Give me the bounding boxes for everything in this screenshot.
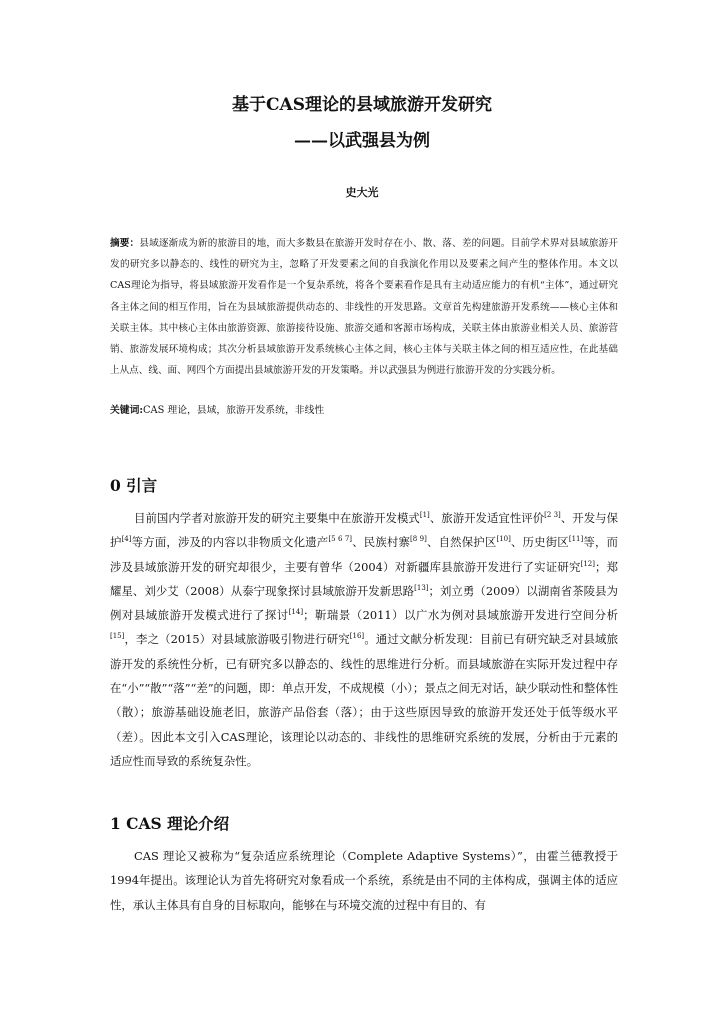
- intro-text: ，李之（2015）对县域旅游吸引物进行研究: [124, 632, 350, 647]
- intro-text: ；郑耀星、刘少艾（2008）从泰宁现象探讨县域旅游开发新思路: [110, 559, 618, 598]
- section-heading-cas: 1 CAS 理论介绍: [110, 814, 230, 833]
- citation-ref: [14]: [288, 608, 304, 617]
- citation-ref: [16]: [349, 632, 365, 641]
- intro-text: 、自然保护区: [426, 535, 497, 550]
- citation-ref: [10]: [496, 535, 511, 544]
- keywords-text: CAS 理论，县域，旅游开发系统，非线性: [143, 405, 325, 416]
- cas-paragraph: [110, 844, 618, 917]
- cas-text: CAS 理论又被称为“复杂适应系统理论（Complete Adaptive Systems）”，由霍兰德教授于1994年提出。该理论认为首先将研究对象看成一个系统，系统是由不同的主体构成，强调主体的适应性，承认主体具有自身的目标取向，能够在与环境交流的过程中有目的、有: [110, 849, 618, 912]
- citation-ref: [2 3]: [544, 511, 561, 519]
- paper-subtitle: ——以武强县为例: [294, 131, 430, 151]
- intro-text: 、民族村寨: [352, 535, 411, 550]
- intro-text: 、旅游开发适宜性评价: [429, 511, 545, 525]
- intro-text: 、开发与保护: [110, 511, 618, 550]
- abstract-label: 摘要：: [110, 238, 140, 249]
- introduction-paragraph: [110, 506, 618, 773]
- citation-ref: [5 6 7]: [328, 535, 353, 544]
- citation-ref: [15]: [110, 632, 125, 641]
- paper-title: 基于CAS理论的县域旅游开发研究: [232, 95, 492, 115]
- citation-ref: [4]: [121, 535, 132, 544]
- keywords-block: [110, 402, 618, 416]
- citation-ref: [8 9]: [410, 535, 427, 544]
- author-name: 史大光: [345, 186, 379, 199]
- intro-text: ；刘立勇（2009）以湖南省茶陵县为例对县域旅游开发模式进行了探讨: [110, 583, 618, 623]
- intro-text: 等，而涉及县域旅游开发的研究却很少，主要有曾华（2004）对新疆库县旅游开发进行了实证研究: [110, 535, 618, 574]
- section-heading-introduction: 0 引言: [110, 476, 158, 495]
- intro-text: 、历史街区: [510, 535, 569, 550]
- citation-ref: [13]: [414, 583, 429, 592]
- abstract-block: [110, 233, 618, 381]
- intro-text: 等方面，涉及的内容以非物质文化遗产: [131, 535, 329, 550]
- keywords-label: 关键词:: [110, 405, 144, 416]
- abstract-text: 县域逐渐成为新的旅游目的地，而大多数县在旅游开发时存在小、散、落、差的问题。目前学术界对县域旅游开发的研究多以静态的、线性的研究为主，忽略了开发要素之间的自我演化作用以及要素之间产生的整体作用。本文以CAS理论为指导，将县域旅游开发看作是一个复杂系统，将各个要素看作是具有主动适应能力的有机“主体”，通过研究各主体之间的相互作用，旨在为县域旅游提供动态的、非线性的开发思路。文章首先构建旅游开发系统——核心主体和关联主体。其中核心主体由旅游资源、旅游接待设施、旅游交通和客源市场构成，关联主体由旅游业相关人员、旅游营销、旅游发展环境构成；其次分析县域旅游开发系统核心主体之间，核心主体与关联主体之间的相互适应性，在此基础上从点、线、面、网四个方面提出县域旅游开发的开发策略。并以武强县为例进行旅游开发的分实践分析。: [110, 238, 619, 377]
- citation-ref: [1]: [419, 511, 430, 519]
- intro-text: 目前国内学者对旅游开发的研究主要集中在旅游开发模式: [134, 511, 420, 525]
- citation-ref: [11]: [568, 535, 584, 544]
- intro-text: ；靳瑞景（2011）以广水为例对县域旅游开发进行空间分析: [303, 608, 618, 623]
- intro-text: 。通过文献分析发现：目前已有研究缺乏对县域旅游开发的系统性分析，已有研究多以静态的、线性的思维进行分析。而县域旅游在实际开发过程中存在“小”“散”“落”“差”的问题，即：单点开发，不成规模（小）；景点之间无对话，缺少联动性和整体性（散）；旅游基础设施老旧，旅游产品俗套（落）；由于这些原因导致的旅游开发还处于低等级水平（差）。因此本文引入CAS理论，该理论以动态的、非线性的思维研究系统的发展，分析由于元素的适应性而导致的系统复杂性。: [110, 632, 618, 768]
- citation-ref: [12]: [580, 559, 595, 568]
